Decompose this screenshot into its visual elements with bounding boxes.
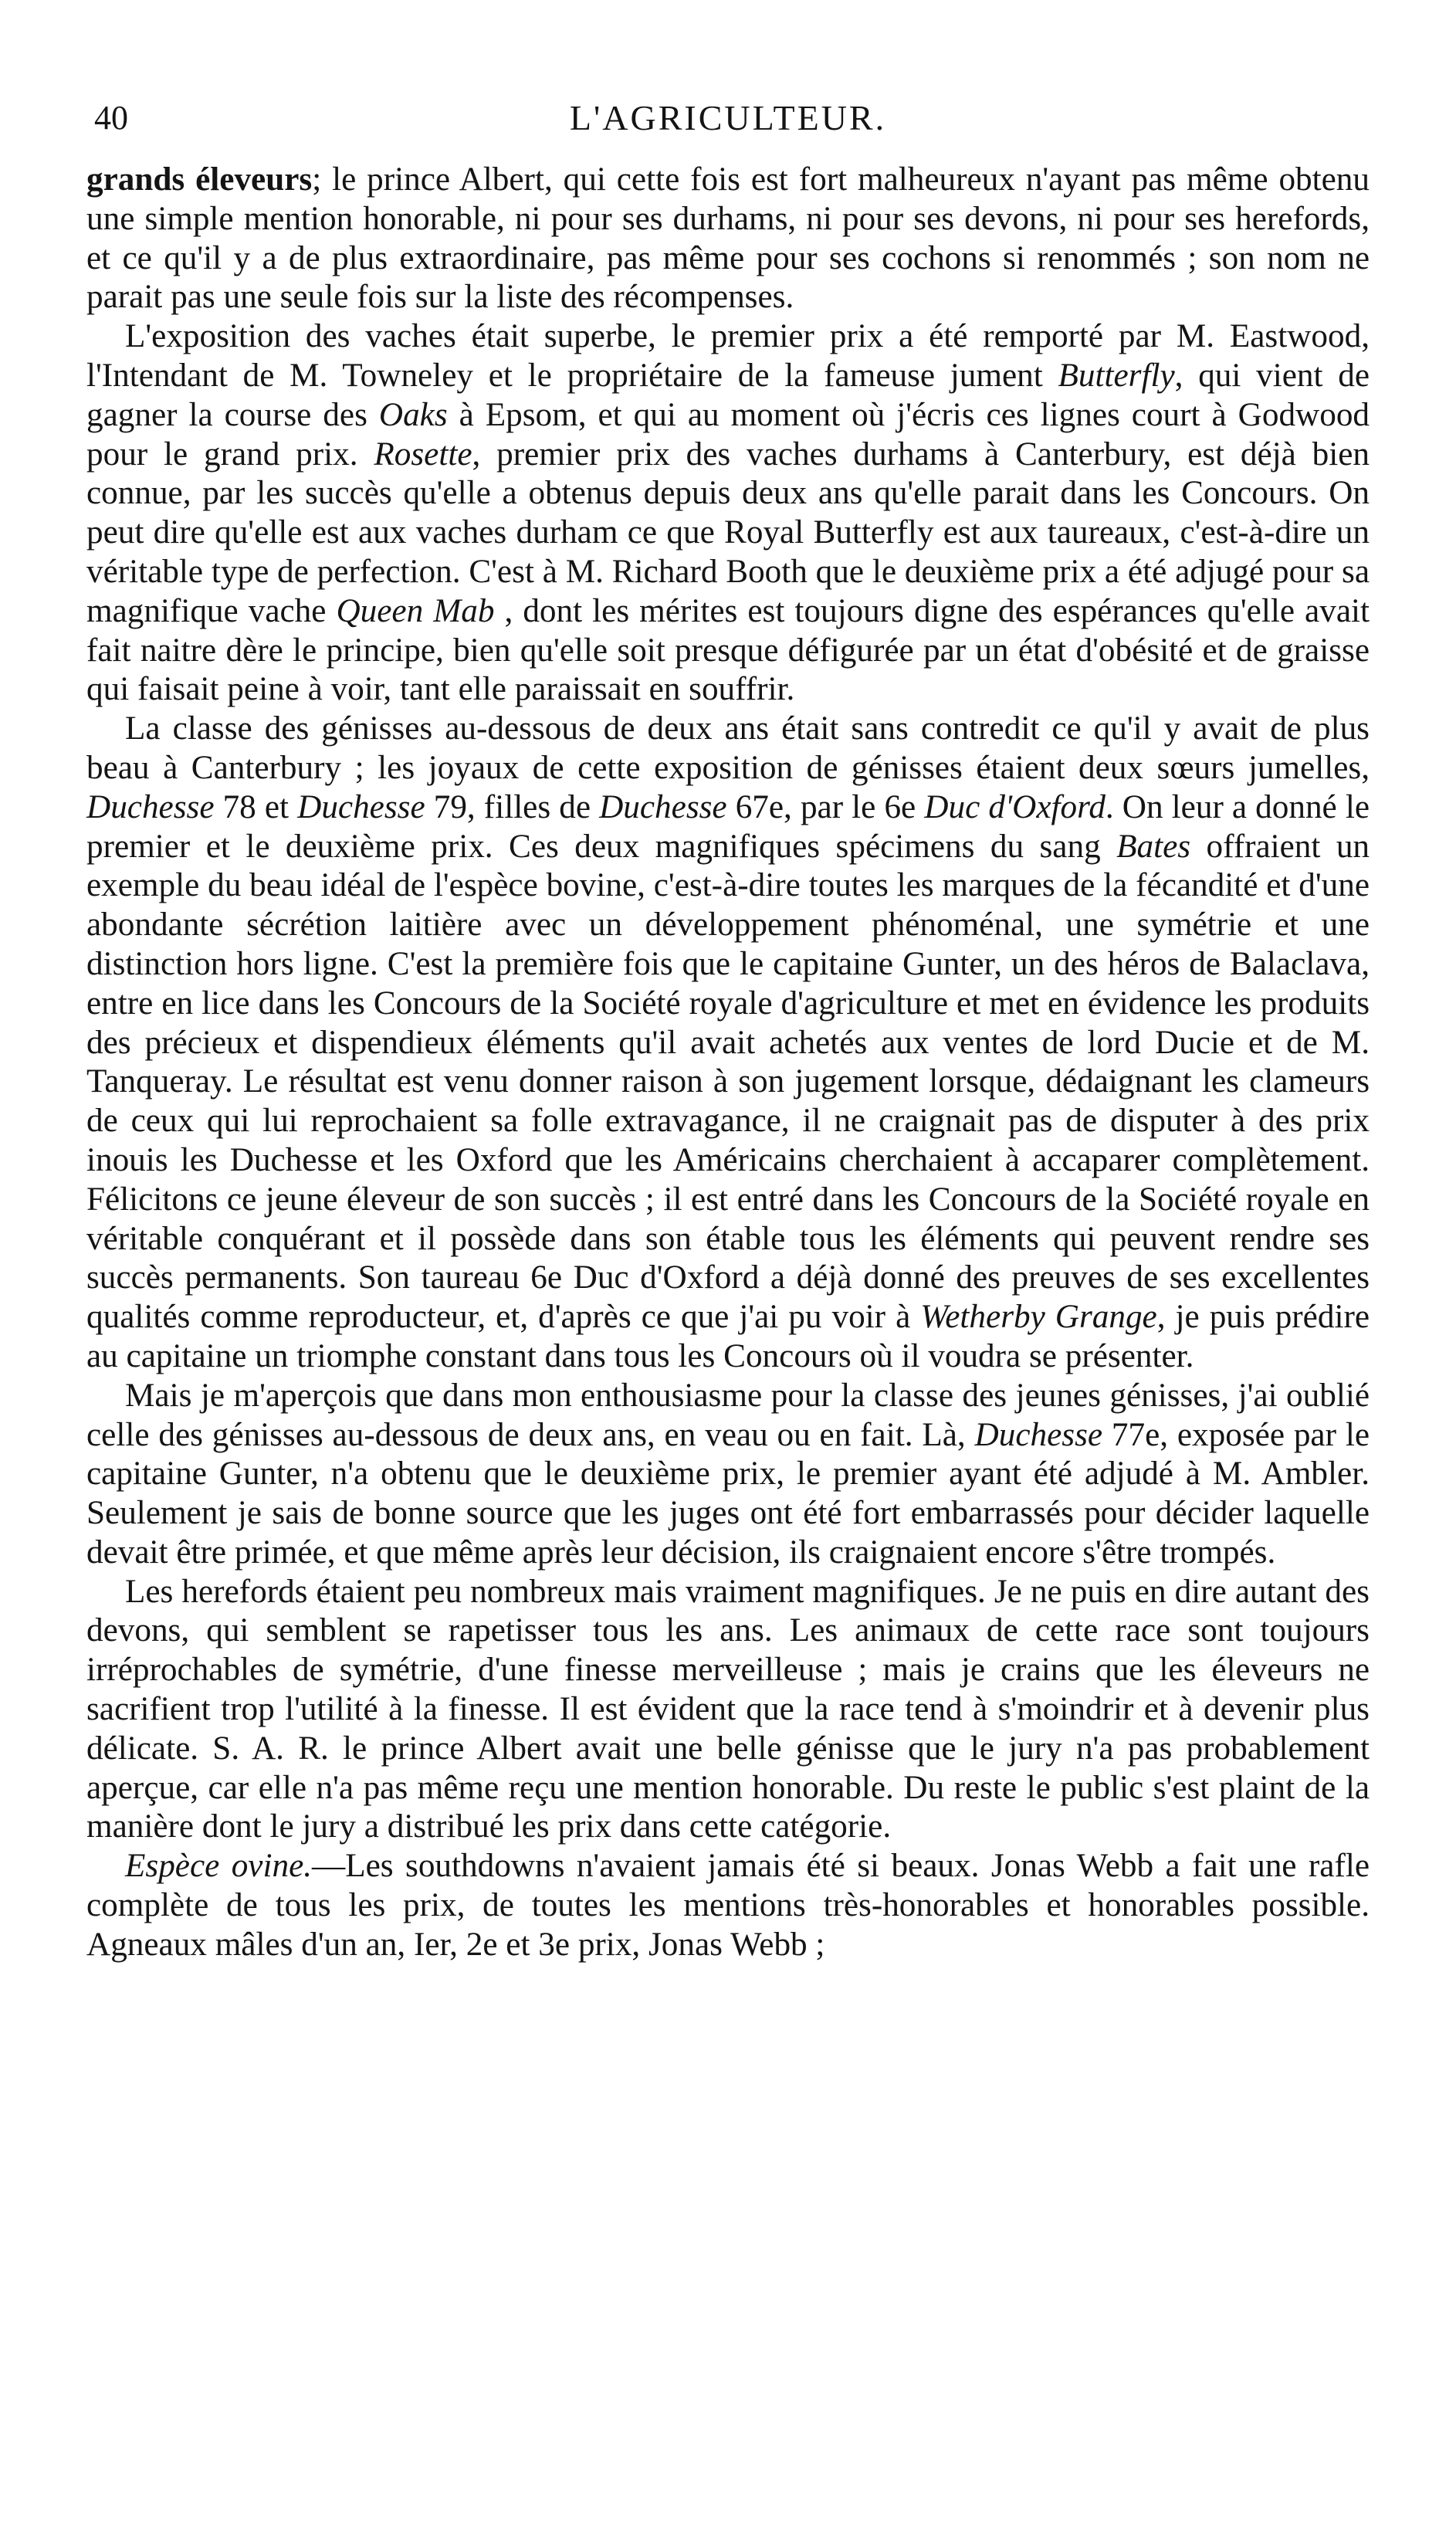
text-run: 77e, exposée par le capitaine Gunter, n'a obtenu que le deuxième prix, le premier ayant été adjudé à M. Ambler. Seulement je sais de bonne source que les juges ont été fort embarrassés pour décider laquelle devait être primée, et que même après leur décision, ils craignaient encore s'être trompés. xyxy=(86,1416,1370,1571)
text-run: —Les southdowns n'avaient jamais été si beaux. Jonas Webb a fait une rafle complète de tous les prix, de toutes les mentions très-honorables et honorables possible. Agneaux mâles d'un an, Ier, 2e et 3e prix, Jonas Webb ; xyxy=(86,1848,1370,1963)
italic-text: Oaks xyxy=(378,396,448,433)
text-run: à Epsom, et qui au moment où j'écris ces lignes court à Godwood pour le grand prix. xyxy=(86,396,1370,473)
italic-text: Bates xyxy=(1116,828,1191,865)
paragraph-p6 xyxy=(86,1847,1370,1964)
text-run: , je puis prédire au capitaine un triomphe constant dans tous les Concours où il voudra se présenter. xyxy=(86,1299,1370,1374)
text-run: , dont les mérites est toujours digne des espérances qu'elle avait fait naitre dère le principe, bien qu'elle soit presque défigurée par un état d'obésité et de graisse qui faisait peine à voir, tant elle paraissait en souffrir. xyxy=(86,592,1370,708)
italic-text: Rosette xyxy=(374,435,472,473)
italic-text: Queen Mab xyxy=(336,592,495,629)
text-run: 67e, par le 6e xyxy=(726,788,925,825)
italic-text: Butterfly xyxy=(1058,357,1175,394)
paragraph-p4 xyxy=(86,1377,1370,1573)
text-run: L'exposition des vaches était superbe, le premier prix a été remporté par M. Eastwood, l'Intendant de M. Towneley et le propriétaire de la fameuse jument xyxy=(86,318,1370,394)
text-run: 78 et xyxy=(214,788,298,825)
text-run: , premier prix des vaches durhams à Canterbury, est déjà bien connue, par les succès qu'elle a obtenus depuis deux ans qu'elle parait dans les Concours. On peut dire qu'elle est aux vaches durham ce que Royal Butterfly est aux taureaux, c'est-à-dire un véritable type de perfection. C'est à M. Richard Booth que le deuxième prix a été adjugé pour sa magnifique vache xyxy=(86,435,1370,629)
text-run: , qui vient de gagner la course des xyxy=(86,357,1370,433)
paragraph-p5 xyxy=(86,1573,1370,1848)
paragraph-p1 xyxy=(86,161,1370,317)
paragraph-p2 xyxy=(86,317,1370,710)
running-title: L'AGRICULTEUR. xyxy=(569,98,887,137)
italic-text: Duchesse xyxy=(297,788,425,825)
page-header xyxy=(86,91,1370,145)
text-run: 79, filles de xyxy=(425,788,600,825)
italic-text: Duchesse xyxy=(599,788,727,825)
body-text xyxy=(86,161,1370,1965)
italic-text: Duchesse xyxy=(86,788,215,825)
text-run: La classe des génisses au-dessous de deux ans était sans contredit ce qu'il y avait de plus beau à Canterbury ; les joyaux de cette exposition de génisses étaient deux sœurs jumelles, xyxy=(86,710,1370,786)
italic-text: Duchesse xyxy=(974,1416,1103,1453)
page-number: 40 xyxy=(94,99,128,137)
italic-text: Wetherby Grange xyxy=(920,1299,1157,1336)
text-run: . On leur a donné le premier et le deuxième prix. Ces deux magnifiques spécimens du sang xyxy=(86,788,1370,865)
text-run: Les herefords étaient peu nombreux mais vraiment magnifiques. Je ne puis en dire autant des devons, qui semblent se rapetisser tous les ans. Les animaux de cette race sont toujours irréprochables de symétrie, d'une finesse merveilleuse ; mais je crains que les éleveurs ne sacrifient trop l'utilité à la finesse. Il est évident que la race tend à s'moindrir et à devenir plus délicate. S. A. R. le prince Albert avait une belle génisse que le jury n'a pas probablement aperçue, car elle n'a pas même reçu une mention honorable. Du reste le public s'est plaint de la manière dont le jury a distribué les prix dans cette catégorie. xyxy=(86,1573,1370,1845)
text-run: Mais je m'aperçois que dans mon enthousiasme pour la classe des jeunes génisses, j'ai oublié celle des génisses au-dessous de deux ans, en veau ou en fait. Là, xyxy=(86,1377,1370,1453)
text-run: grands éleveurs; le prince Albert, qui cette fois est fort malheureux n'ayant pas même obtenu une simple mention honorable, ni pour ses durhams, ni pour ses devons, ni pour ses herefords, et ce qu'il y a de plus extraordinaire, pas même pour ses cochons si renommés ; son nom ne parait pas une seule fois sur la liste des récompenses. xyxy=(86,161,1370,316)
italic-text: Espèce ovine. xyxy=(125,1848,313,1885)
text-run: offraient un exemple du beau idéal de l'espèce bovine, c'est-à-dire toutes les marques de la fécandité et d'une abondante sécrétion laitière avec un développement phénoménal, une symétrie et une distinction hors ligne. C'est la première fois que le capitaine Gunter, un des héros de Balaclava, entre en lice dans les Concours de la Société royale d'agriculture et met en évidence les produits des précieux et dispendieux éléments qu'il avait achetés aux ventes de lord Ducie et de M. Tanqueray. Le résultat est venu donner raison à son jugement lorsque, dédaignant les clameurs de ceux qui lui reprochaient sa folle extravagance, il ne craignait pas de disputer à des prix inouis les Duchesse et les Oxford que les Américains cherchaient à accaparer complètement. Félicitons ce jeune éleveur de son succès ; il est entré dans les Concours de la Société royale en véritable conquérant et il possède dans son étable tous les éléments qui peuvent rendre ses succès permanents. Son taureau 6e Duc d'Oxford a déjà donné des preuves de ses excellentes qualités comme reproducteur, et, d'après ce que j'ai pu voir à xyxy=(86,828,1370,1336)
italic-text: Duc d'Oxford xyxy=(924,788,1106,825)
paragraph-p3 xyxy=(86,710,1370,1377)
